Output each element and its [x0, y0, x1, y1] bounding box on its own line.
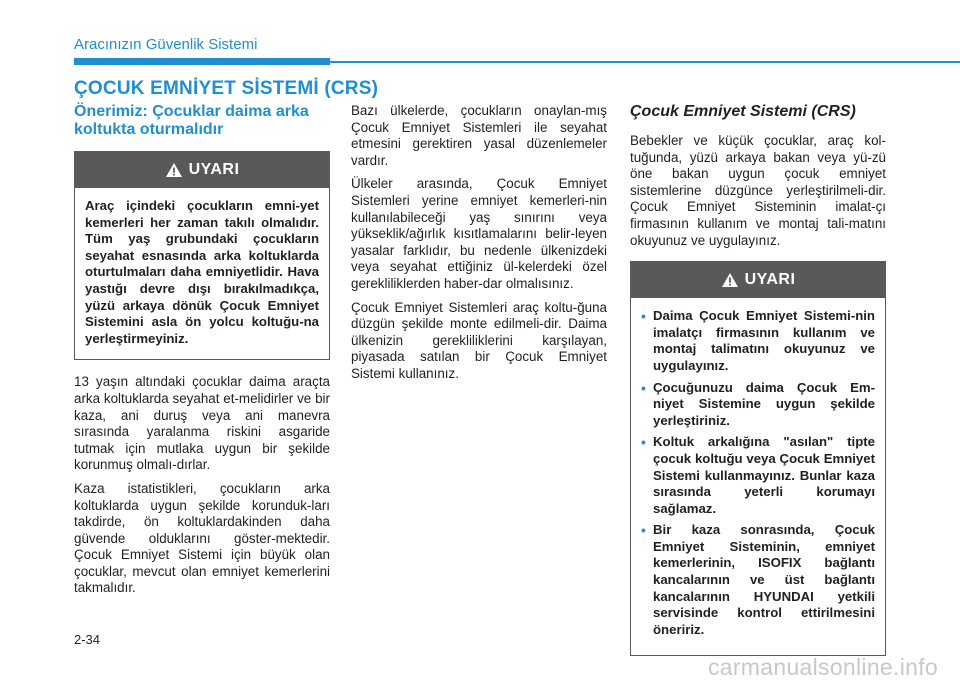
warning-text-1: Araç içindeki çocukların emni-yet kemerleri her zaman takılı olmalıdır. Tüm yaş grubundaki çocukların seyahat esnasında arka koltuklarda oturtulmaları daha emniyetlidir. Hava yastığı devre dışı bırakılmadıkça, yüzü arkaya dönük Çocuk Emniyet Sistemini asla ön yolcu koltuğu-na yerleştirmeyiniz.: [85, 198, 319, 346]
warning-list-item: [641, 308, 875, 374]
col3-heading: Çocuk Emniyet Sistemi (CRS): [630, 103, 856, 120]
warning-label-1: UYARI: [188, 161, 240, 178]
warning-header-1: [75, 152, 329, 188]
warning-header-2: [631, 262, 885, 298]
column-2: [351, 103, 607, 390]
col1-paragraph-2: Kaza istatistikleri, çocukların arka koltuklarda uygun şekilde korunduk-ları takdirde, ön koltuklardakinden daha güvende olduklarını göster-mektedir. Çocuk Emniyet Sistemi için büyük olan çocuklar, mevcut olan emniyet kemerlerini takmalıdır.: [74, 480, 330, 596]
bullet-icon: •: [641, 379, 646, 396]
column-1: [74, 103, 330, 604]
warning-item-text: Bir kaza sonrasında, Çocuk Emniyet Sisteminin, emniyet kemerlerinin, ISOFIX bağlantı kancalarının ve üst bağlantı kancalarının HYUNDAI yetkili servisinde kontrol ettirilmesini öneririz.: [653, 522, 875, 637]
page-number: 2-34: [74, 632, 101, 647]
bullet-icon: •: [641, 434, 646, 451]
warning-body-2: [631, 298, 885, 655]
warning-list-item: [641, 434, 875, 517]
warning-item-text: Çocuğunuzu daima Çocuk Em-niyet Sistemine uygun şekilde yerleştiriniz.: [653, 379, 875, 428]
col3-paragraph: Bebekler ve küçük çocuklar, araç kol-tuğunda, yüzü arkaya bakan veya yü-zü öne bakan uygun çocuk emniyet sistemlerine düzgünce yerleştirilmeli-dir. Çocuk Emniyet Sisteminin imalat-çı firmasının kullanım ve montaj tali-matını okuyunuz ve uygulayınız.: [630, 133, 886, 248]
warning-triangle-icon: [165, 162, 183, 178]
warning-list-item: [641, 380, 875, 430]
bullet-icon: •: [641, 308, 646, 325]
warning-label-2: UYARI: [744, 271, 796, 289]
warning-item-text: Daima Çocuk Emniyet Sistemi-nin imalatçı firmasının kullanım ve montaj talimatını okuyunuz ve uygulayınız.: [653, 308, 875, 373]
col2-paragraph-2: Ülkeler arasında, Çocuk Emniyet Sistemleri yerine emniyet kemerleri-nin kullanılabileceği yaş sınırını veya yükseklik/ağırlık kısıtlamalarını belir-leyen yasalar farklıdır, bu nedenle ülkenizdeki veya seyahat ettiğiniz ül-kelerdeki özel gerekliliklerden haber-dar olmalısınız.: [351, 176, 607, 291]
warning-list: [641, 308, 875, 638]
warning-box-1: [74, 151, 330, 360]
watermark: carmanualsonline.info: [707, 654, 938, 680]
section-title: ÇOCUK EMNİYET SİSTEMİ (CRS): [74, 78, 379, 99]
warning-box-2: [630, 261, 886, 656]
column-3: [630, 103, 886, 670]
warning-list-item: [641, 522, 875, 638]
col1-heading: Önerimiz: Çocuklar daima arka koltukta oturmalıdır: [74, 103, 309, 138]
warning-triangle-icon: [721, 272, 739, 288]
bullet-icon: •: [641, 522, 646, 539]
header-rule-thick: [74, 58, 330, 65]
col1-paragraph-1: 13 yaşın altındaki çocuklar daima araçta arka koltuklarda seyahat et-melidirler ve bir kaza, ani duruş veya ani manevra sırasında yaralanma riskini asgaride tutmak için mutlaka uygun bir şekilde korunmuş olmalı-dırlar.: [74, 374, 330, 473]
warning-item-text: Koltuk arkalığına "asılan" tipte çocuk koltuğu veya Çocuk Emniyet Sistemi kullanmayınız. Bunlar kaza sırasında yeterli korumayı sağlamaz.: [653, 434, 875, 516]
col2-paragraph-3: Çocuk Emniyet Sistemleri araç koltu-ğuna düzgün şekilde monte edilmeli-dir. Daima ülkenizin gerekliliklerini karşılayan, piyasada satılan bir Çocuk Emniyet Sistemi kullanınız.: [351, 299, 607, 381]
chapter-title: Aracınızın Güvenlik Sistemi: [74, 36, 258, 53]
col2-paragraph-1: Bazı ülkelerde, çocukların onaylan-mış Çocuk Emniyet Sistemleri ile seyahat etmesini gerektiren yasal düzenlemeler vardır.: [351, 103, 607, 168]
header-rule-thin: [330, 61, 960, 63]
